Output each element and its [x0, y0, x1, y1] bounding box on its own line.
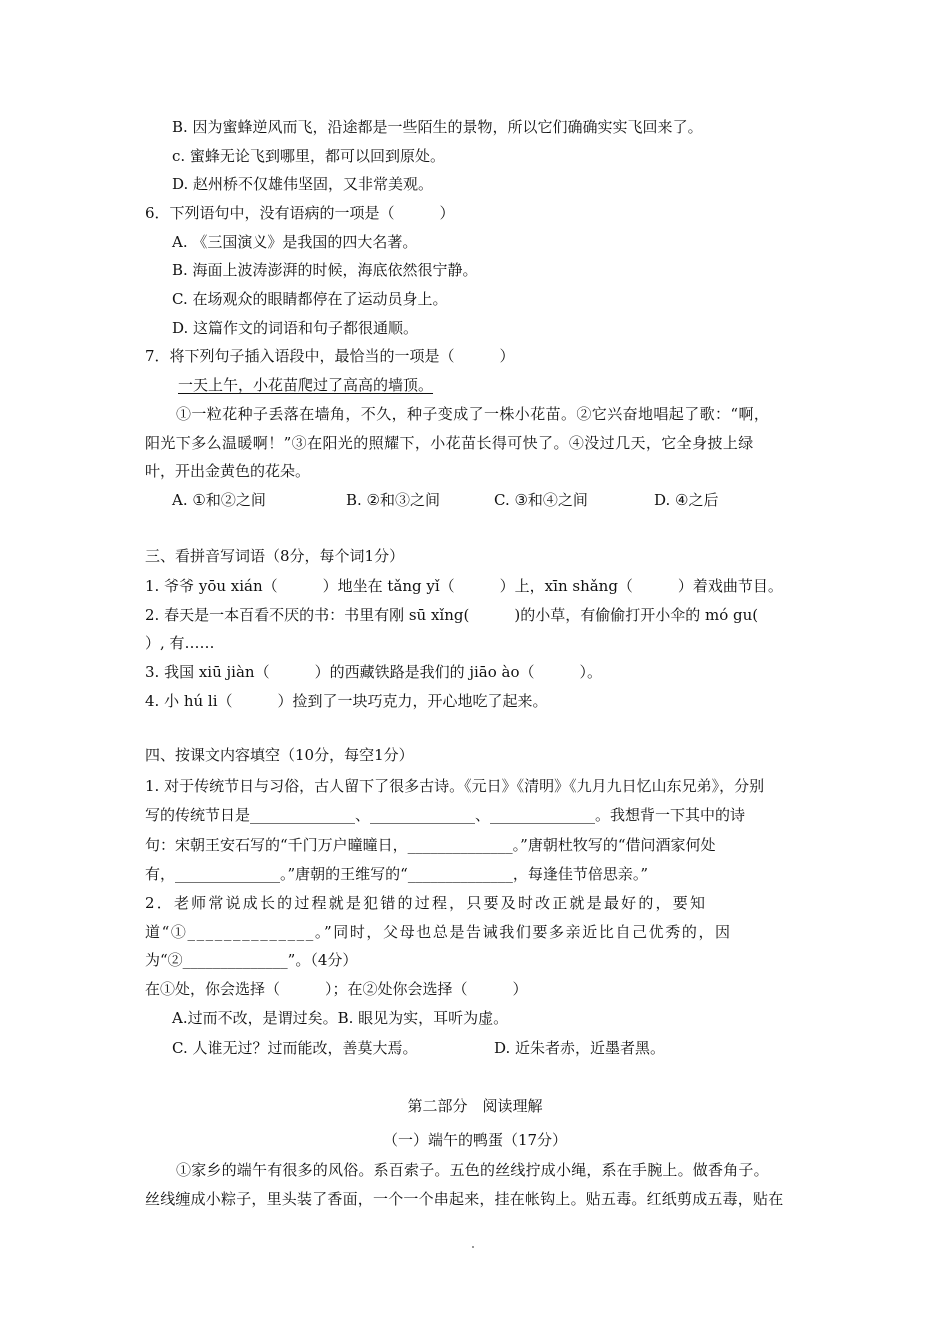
reading-1-paragraph-line-2: 丝线缠成小粽子，里头装了香面，一个一个串起来，挂在帐钩上。贴五毒。红纸剪成五毒，贴在	[145, 1190, 784, 1208]
q6-option-b: B. 海面上波涛澎湃的时候，海底依然很宁静。	[172, 261, 478, 279]
section-4-q2-option-c: C. 人谁无过？过而能改，善莫大焉。	[172, 1039, 418, 1057]
reading-1-paragraph-line-1: ①家乡的端午有很多的风俗。系百索子。五色的丝线拧成小绳，系在手腕上。做香角子。	[176, 1161, 769, 1179]
section-3-q4: 4. 小 hú li（ ）捡到了一块巧克力，开心地吃了起来。	[145, 692, 548, 710]
q7-option-c: C. ③和④之间	[494, 491, 588, 509]
q7-option-d: D. ④之后	[654, 491, 719, 509]
section-3-q2-line-1: 2. 春天是一本百看不厌的书：书里有刚 sū xǐng( )的小草，有偷偷打开小伞的 mó gu(	[145, 606, 759, 624]
section-4-q2-line-4: 在①处，你会选择（ ）；在②处你会选择（ ）	[145, 980, 528, 998]
section-4-title: 四、按课文内容填空（10分，每空1分）	[145, 746, 414, 764]
section-4-q2-option-d: D. 近朱者赤，近墨者黑。	[494, 1039, 666, 1057]
q7-passage-line-1: ①一粒花种子丢落在墙角，不久，种子变成了一株小花苗。②它兴奋地唱起了歌：“啊，	[176, 405, 770, 423]
q6-option-a: A. 《三国演义》是我国的四大名著。	[172, 233, 418, 251]
section-4-q1-line-1: 1. 对于传统节日与习俗，古人留下了很多古诗。《元日》《清明》《九月九日忆山东兄弟》，分别	[145, 777, 765, 795]
part-2-title: 第二部分 阅读理解	[407, 1097, 543, 1115]
section-3-title: 三、看拼音写词语（8分，每个词1分）	[145, 547, 405, 565]
section-3-q3: 3. 我国 xiū jiàn（ ）的西藏铁路是我们的 jiāo ào（ ）。	[145, 663, 603, 681]
section-4-q2-line-2: 道“①______________。”同时，父母也总是告诫我们要多亲近比自己优秀的，因	[145, 923, 732, 941]
q7-insert-sentence: 一天上午，小花苗爬过了高高的墙顶。	[178, 376, 434, 394]
page-mark	[472, 1246, 474, 1248]
section-4-q1-line-3: 句：宋朝王安石写的“千门万户曈曈日，______________。”唐朝杜牧写的“借问酒家何处	[145, 836, 716, 854]
q5-option-c: c. 蜜蜂无论飞到哪里，都可以回到原处。	[172, 147, 445, 165]
q7-passage-line-2: 阳光下多么温暖啊！”③在阳光的照耀下，小花苗长得可快了。④没过几天，它全身披上绿	[145, 434, 754, 452]
section-3-q2-line-2: ）, 有……	[145, 634, 215, 652]
reading-1-title: （一）端午的鸭蛋（17分）	[382, 1131, 568, 1149]
section-4-q2-options-ab: A.过而不改，是谓过矣。B. 眼见为实，耳听为虚。	[172, 1009, 509, 1027]
q7-option-b: B. ②和③之间	[346, 491, 441, 509]
q6-stem: 6．下列语句中，没有语病的一项是（ ）	[145, 204, 455, 222]
section-4-q1-line-4: 有，______________。”唐朝的王维写的“______________，每逢佳节倍思亲。”	[145, 865, 649, 883]
q5-option-d: D. 赵州桥不仅雄伟坚固，又非常美观。	[172, 175, 434, 193]
section-4-q1-line-2: 写的传统节日是______________、______________、______________。我想背一下其中的诗	[145, 806, 746, 824]
q6-option-c: C. 在场观众的眼睛都停在了运动员身上。	[172, 290, 448, 308]
section-4-q2-line-3: 为“②______________”。（4分）	[145, 951, 358, 969]
q7-stem: 7．将下列句子插入语段中，最恰当的一项是（ ）	[145, 347, 515, 365]
q7-passage-line-3: 叶，开出金黄色的花朵。	[145, 462, 311, 480]
q7-option-a: A. ①和②之间	[172, 491, 266, 509]
section-4-q2-line-1: 2．老师常说成长的过程就是犯错的过程，只要及时改正就是最好的，要知	[145, 894, 708, 912]
section-3-q1: 1. 爷爷 yōu xián（ ）地坐在 tǎng yǐ（ ）上，xīn shǎng（ ）着戏曲节目。	[145, 577, 783, 595]
q5-option-b: B. 因为蜜蜂逆风而飞，沿途都是一些陌生的景物，所以它们确确实实飞回来了。	[172, 118, 703, 136]
q6-option-d: D. 这篇作文的词语和句子都很通顺。	[172, 319, 419, 337]
